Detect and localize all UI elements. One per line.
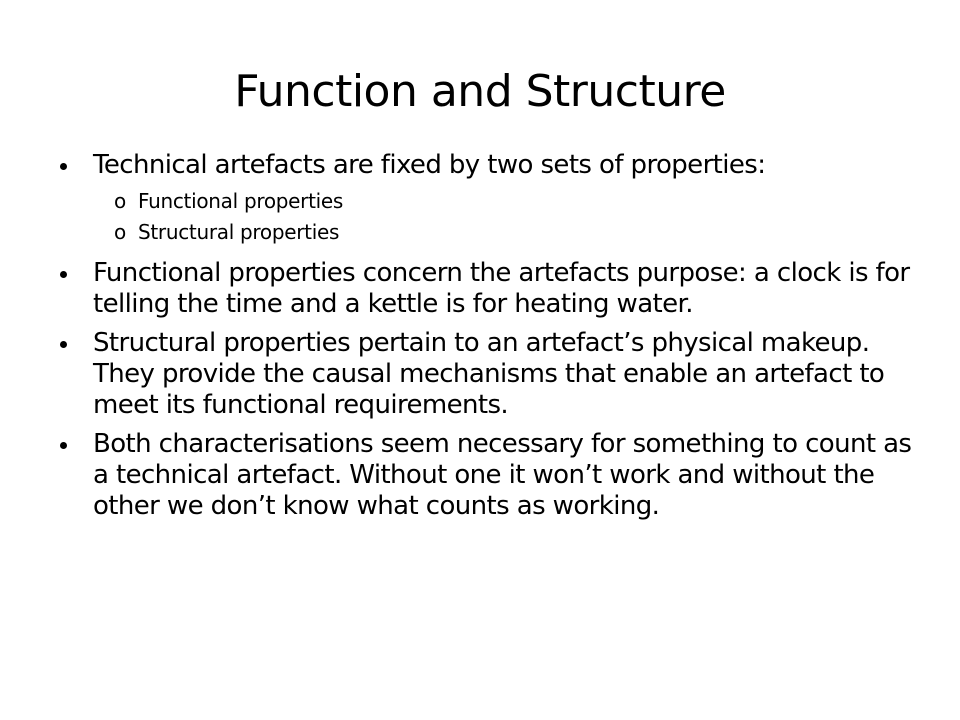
- bullet-dot-icon: [60, 163, 67, 170]
- bullet-text: Both characterisations seem necessary for something to count as a technical artefact. Without one it won’t work and without the other we don’t know what counts as working.: [93, 429, 912, 521]
- bullet-item: [58, 429, 918, 522]
- bullet-dot-icon: [60, 341, 67, 348]
- sub-bullet-text: Structural properties: [138, 220, 340, 244]
- bullet-dot-icon: [60, 271, 67, 278]
- sub-bullet-item: [58, 189, 918, 213]
- sub-bullet-marker-icon: o: [114, 189, 126, 213]
- slide-title: Function and Structure: [234, 66, 726, 117]
- bullet-text: Functional properties concern the artefacts purpose: a clock is for telling the time and a kettle is for heating water.: [93, 258, 910, 319]
- sub-bullet-marker-icon: o: [114, 220, 126, 244]
- bullet-text: Technical artefacts are fixed by two sets of properties:: [93, 150, 766, 180]
- bullet-item: [58, 328, 918, 421]
- bullet-text: Structural properties pertain to an artefact’s physical makeup. They provide the causal mechanisms that enable an artefact to meet its functional requirements.: [93, 328, 885, 420]
- bullet-item: [58, 258, 918, 320]
- bullet-item: [58, 150, 918, 181]
- sub-bullet-item: [58, 220, 918, 244]
- slide-content: [58, 150, 918, 530]
- sub-list: [58, 189, 918, 244]
- sub-bullet-text: Functional properties: [138, 189, 343, 213]
- bullet-dot-icon: [60, 442, 67, 449]
